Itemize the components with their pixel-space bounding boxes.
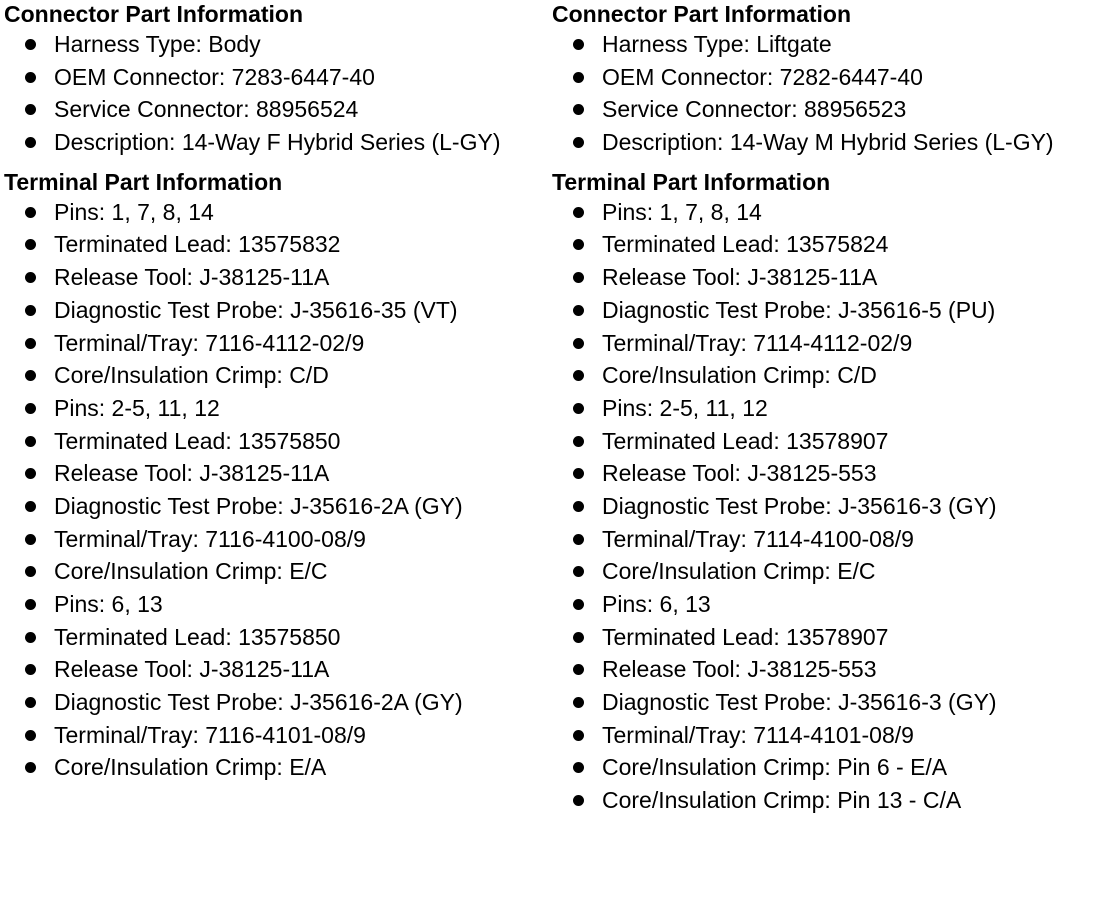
list-item: Release Tool: J-38125-553 xyxy=(552,457,1104,490)
list-item: Terminated Lead: 13575850 xyxy=(4,621,556,654)
list-item: Diagnostic Test Probe: J-35616-3 (GY) xyxy=(552,490,1104,523)
connector-part-list xyxy=(552,28,1104,159)
list-item: Description: 14-Way F Hybrid Series (L-GY) xyxy=(4,126,556,159)
list-item: Release Tool: J-38125-11A xyxy=(4,261,556,294)
list-item: Pins: 2-5, 11, 12 xyxy=(4,392,556,425)
list-item: Pins: 6, 13 xyxy=(552,588,1104,621)
list-item: Pins: 1, 7, 8, 14 xyxy=(4,196,556,229)
list-item: Terminated Lead: 13575850 xyxy=(4,425,556,458)
list-item: Terminal/Tray: 7116-4112-02/9 xyxy=(4,327,556,360)
list-item: Harness Type: Body xyxy=(4,28,556,61)
list-item: Diagnostic Test Probe: J-35616-35 (VT) xyxy=(4,294,556,327)
list-item: Service Connector: 88956524 xyxy=(4,93,556,126)
list-item: Terminated Lead: 13575824 xyxy=(552,228,1104,261)
list-item: Core/Insulation Crimp: C/D xyxy=(4,359,556,392)
list-item: Core/Insulation Crimp: E/C xyxy=(552,555,1104,588)
left-column xyxy=(4,0,556,784)
connector-part-list xyxy=(4,28,556,159)
list-item: Description: 14-Way M Hybrid Series (L-GY) xyxy=(552,126,1104,159)
list-item: OEM Connector: 7283-6447-40 xyxy=(4,61,556,94)
list-item: Terminal/Tray: 7114-4100-08/9 xyxy=(552,523,1104,556)
list-item: Diagnostic Test Probe: J-35616-2A (GY) xyxy=(4,686,556,719)
terminal-group xyxy=(552,588,1104,817)
list-item: Core/Insulation Crimp: E/A xyxy=(4,751,556,784)
list-item: Diagnostic Test Probe: J-35616-5 (PU) xyxy=(552,294,1104,327)
list-item: Pins: 1, 7, 8, 14 xyxy=(552,196,1104,229)
list-item: Terminated Lead: 13575832 xyxy=(4,228,556,261)
list-item: Terminated Lead: 13578907 xyxy=(552,425,1104,458)
connector-part-heading: Connector Part Information xyxy=(4,1,304,27)
terminal-group xyxy=(4,392,556,588)
list-item: Release Tool: J-38125-11A xyxy=(552,261,1104,294)
list-item: Release Tool: J-38125-11A xyxy=(4,653,556,686)
list-item: Core/Insulation Crimp: Pin 13 - C/A xyxy=(552,784,1104,817)
terminal-group xyxy=(4,588,556,784)
list-item: Service Connector: 88956523 xyxy=(552,93,1104,126)
list-item: Terminal/Tray: 7114-4101-08/9 xyxy=(552,719,1104,752)
list-item: Diagnostic Test Probe: J-35616-2A (GY) xyxy=(4,490,556,523)
connector-part-heading: Connector Part Information xyxy=(552,1,852,27)
list-item: Core/Insulation Crimp: Pin 6 - E/A xyxy=(552,751,1104,784)
list-item: OEM Connector: 7282-6447-40 xyxy=(552,61,1104,94)
list-item: Core/Insulation Crimp: E/C xyxy=(4,555,556,588)
list-item: Terminal/Tray: 7116-4101-08/9 xyxy=(4,719,556,752)
list-item: Release Tool: J-38125-11A xyxy=(4,457,556,490)
list-item: Release Tool: J-38125-553 xyxy=(552,653,1104,686)
terminal-part-heading: Terminal Part Information xyxy=(4,168,283,195)
terminal-part-heading: Terminal Part Information xyxy=(552,168,831,195)
list-item: Terminated Lead: 13578907 xyxy=(552,621,1104,654)
list-item: Terminal/Tray: 7116-4100-08/9 xyxy=(4,523,556,556)
terminal-group xyxy=(4,196,556,392)
terminal-group xyxy=(552,196,1104,392)
right-column xyxy=(552,0,1104,817)
list-item: Harness Type: Liftgate xyxy=(552,28,1104,61)
list-item: Core/Insulation Crimp: C/D xyxy=(552,359,1104,392)
list-item: Diagnostic Test Probe: J-35616-3 (GY) xyxy=(552,686,1104,719)
list-item: Pins: 2-5, 11, 12 xyxy=(552,392,1104,425)
list-item: Terminal/Tray: 7114-4112-02/9 xyxy=(552,327,1104,360)
list-item: Pins: 6, 13 xyxy=(4,588,556,621)
terminal-group xyxy=(552,392,1104,588)
